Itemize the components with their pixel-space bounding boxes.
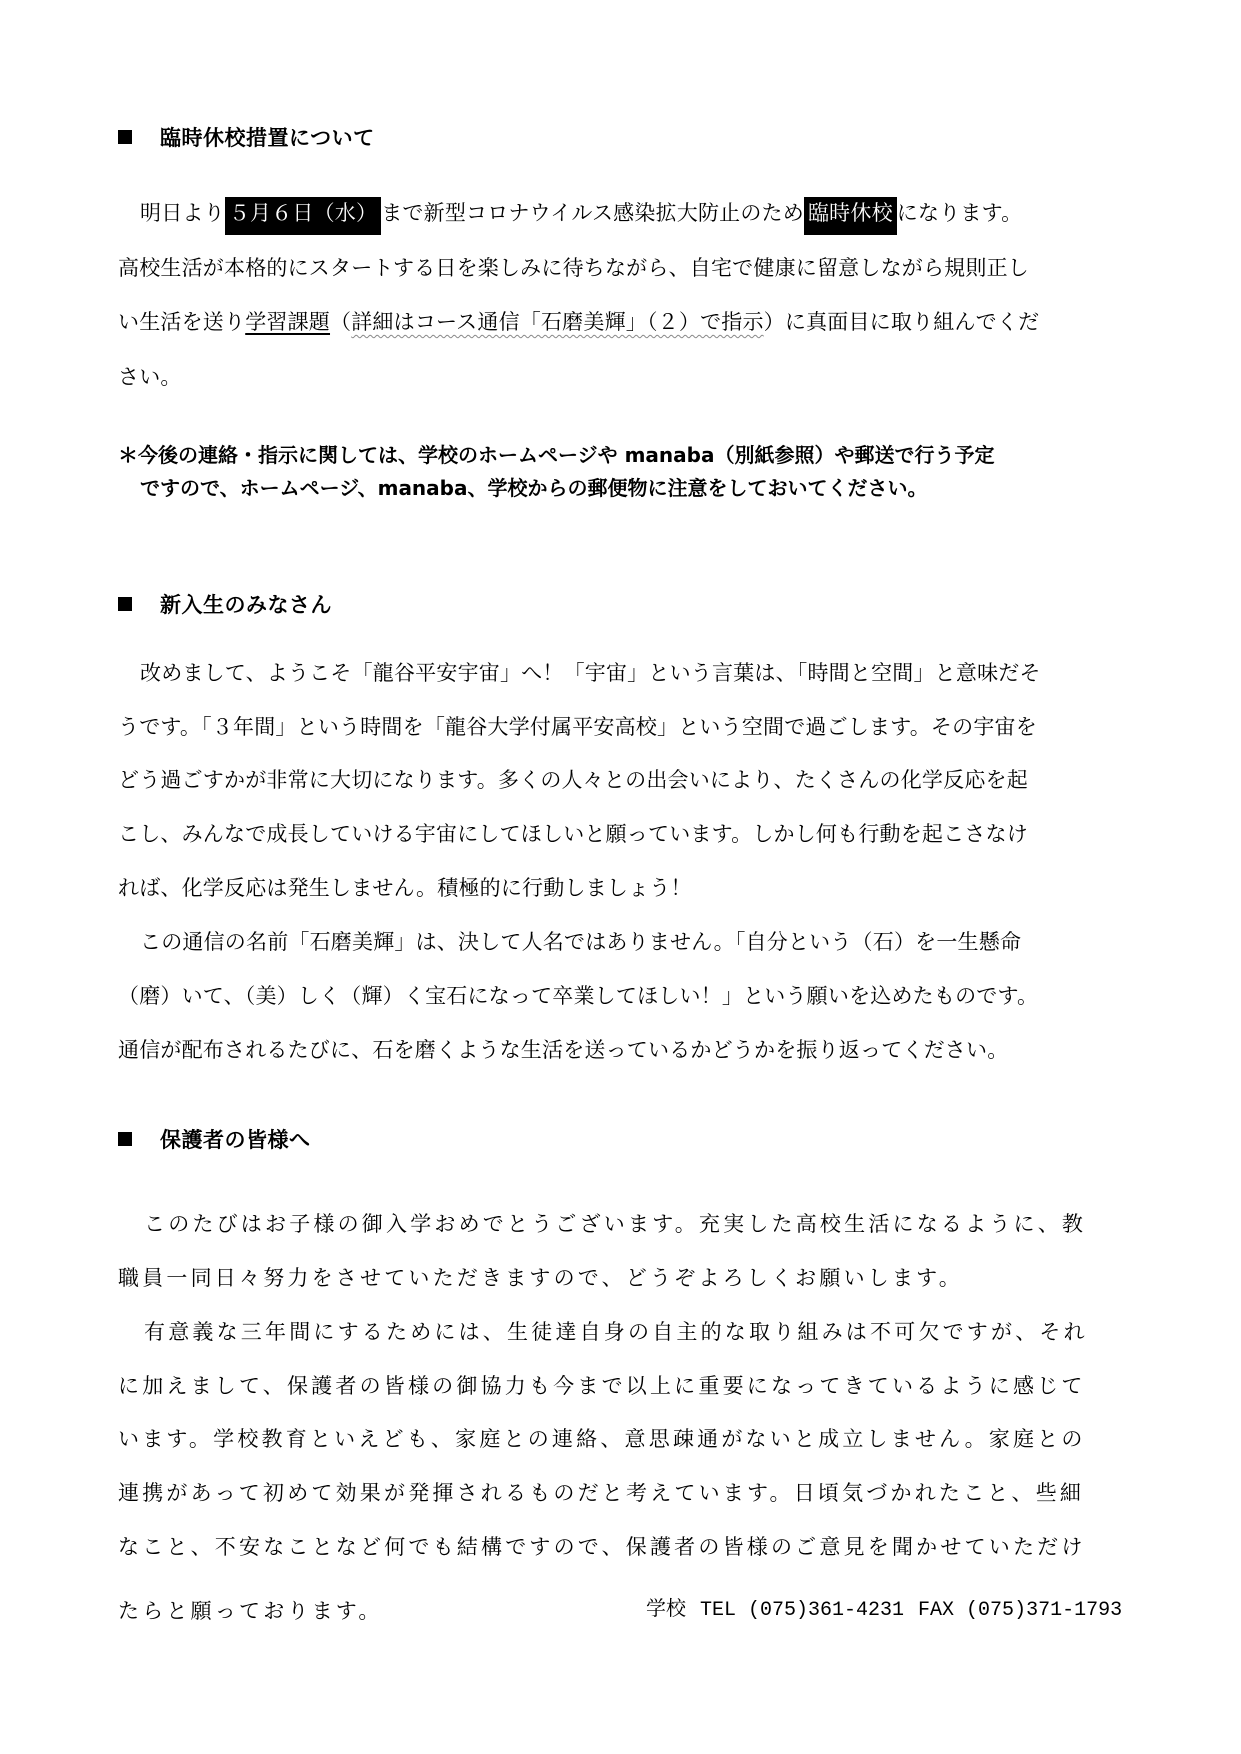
highlighted-date: ５月６日（水） bbox=[225, 197, 381, 235]
section-heading-new-students bbox=[118, 590, 332, 620]
closure-paragraph-line-4: さい。 bbox=[118, 365, 182, 389]
tel-number: TEL (075)361-4231 bbox=[700, 1599, 905, 1622]
closure-paragraph-line-1 bbox=[140, 199, 1150, 227]
fax-number: FAX (075)371-1793 bbox=[918, 1599, 1123, 1622]
wavy-underlined-detail: 詳細はコース通信「石磨美輝」（２）で指示 bbox=[351, 310, 764, 334]
square-bullet-icon bbox=[118, 130, 132, 144]
notice-line-2: ですので、ホームページ、manaba、学校からの郵便物に注意をしておいてください。 bbox=[140, 476, 928, 500]
new-students-line-8: 通信が配布されるたびに、石を磨くような生活を送っているかどうかを振り返ってください。 bbox=[118, 1038, 1009, 1062]
notice-line-1: ＊今後の連絡・指示に関しては、学校のホームページや manaba（別紙参照）や郵送で行う予定 bbox=[118, 443, 995, 467]
new-students-line-1: 改めまして、ようこそ「龍谷平安宇宙」へ！「宇宙」という言葉は、「時間と空間」と意味だそ bbox=[140, 661, 1041, 685]
heading-text: 保護者の皆様へ bbox=[160, 1128, 311, 1152]
square-bullet-icon bbox=[118, 1132, 132, 1146]
text-segment: に真面目に取り組んでくだ bbox=[784, 310, 1040, 334]
section-heading-guardians bbox=[118, 1125, 311, 1155]
school-label: 学校 bbox=[646, 1599, 686, 1622]
guardians-line-1: このたびはお子様の御入学おめでとうございます。充実した高校生活になるように、教 bbox=[144, 1212, 1087, 1236]
text-segment: （ bbox=[330, 310, 352, 334]
guardians-line-7: なこと、不安なことなど何でも結構ですので、保護者の皆様のご意見を聞かせていただけ bbox=[118, 1535, 1086, 1559]
text-segment: になります。 bbox=[896, 201, 1023, 225]
closure-paragraph-line-3 bbox=[118, 308, 1128, 336]
highlighted-closure: 臨時休校 bbox=[804, 197, 897, 235]
guardians-line-2: 職員一同日々努力をさせていただきますので、どうぞよろしくお願いします。 bbox=[118, 1266, 963, 1290]
underlined-study-task: 学習課題 bbox=[245, 310, 331, 334]
guardians-line-4: に加えまして、保護者の皆様の御協力も今まで以上に重要になってきているように感じて bbox=[118, 1374, 1086, 1398]
text-segment: まで新型コロナウイルス感染拡大防止のため bbox=[381, 201, 804, 225]
closure-paragraph-line-2: 高校生活が本格的にスタートする日を楽しみに待ちながら、自宅で健康に留意しながら規則正し bbox=[118, 256, 1029, 280]
guardians-line-3: 有意義な三年間にするためには、生徒達自身の自主的な取り組みは不可欠ですが、それ bbox=[144, 1320, 1088, 1344]
new-students-line-7: （磨）いて、（美）しく（輝）く宝石になって卒業してほしい！」という願いを込めたものです。 bbox=[118, 984, 1039, 1008]
new-students-line-4: こし、みんなで成長していける宇宙にしてほしいと願っています。しかし何も行動を起こさなけ bbox=[118, 822, 1028, 846]
new-students-line-2: うです。「３年間」という時間を「龍谷大学付属平安高校」という空間で過ごします。その宇宙を bbox=[118, 715, 1037, 739]
guardians-line-8: たらと願っております。 bbox=[118, 1599, 383, 1623]
text-segment: い生活を送り bbox=[118, 310, 246, 334]
section-heading-closure bbox=[118, 123, 375, 153]
new-students-line-6: この通信の名前「石磨美輝」は、決して人名ではありません。「自分という（石）を一生懸命 bbox=[140, 930, 1022, 954]
heading-text: 臨時休校措置について bbox=[160, 126, 375, 150]
heading-text: 新入生のみなさん bbox=[160, 593, 332, 617]
school-contact bbox=[646, 1597, 1136, 1625]
square-bullet-icon bbox=[118, 597, 132, 611]
new-students-line-3: どう過ごすかが非常に大切になります。多くの人々との出会いにより、たくさんの化学反応を起 bbox=[118, 768, 1028, 792]
text-segment: 明日より bbox=[140, 201, 225, 225]
guardians-line-5: います。学校教育といえども、家庭との連絡、意思疎通がないと成立しません。家庭との bbox=[118, 1427, 1086, 1451]
text-segment: ） bbox=[763, 310, 785, 334]
guardians-line-6: 連携があって初めて効果が発揮されるものだと考えています。日頃気づかれたこと、些細 bbox=[118, 1481, 1085, 1505]
new-students-line-5: れば、化学反応は発生しません。積極的に行動しましょう！ bbox=[118, 876, 692, 900]
